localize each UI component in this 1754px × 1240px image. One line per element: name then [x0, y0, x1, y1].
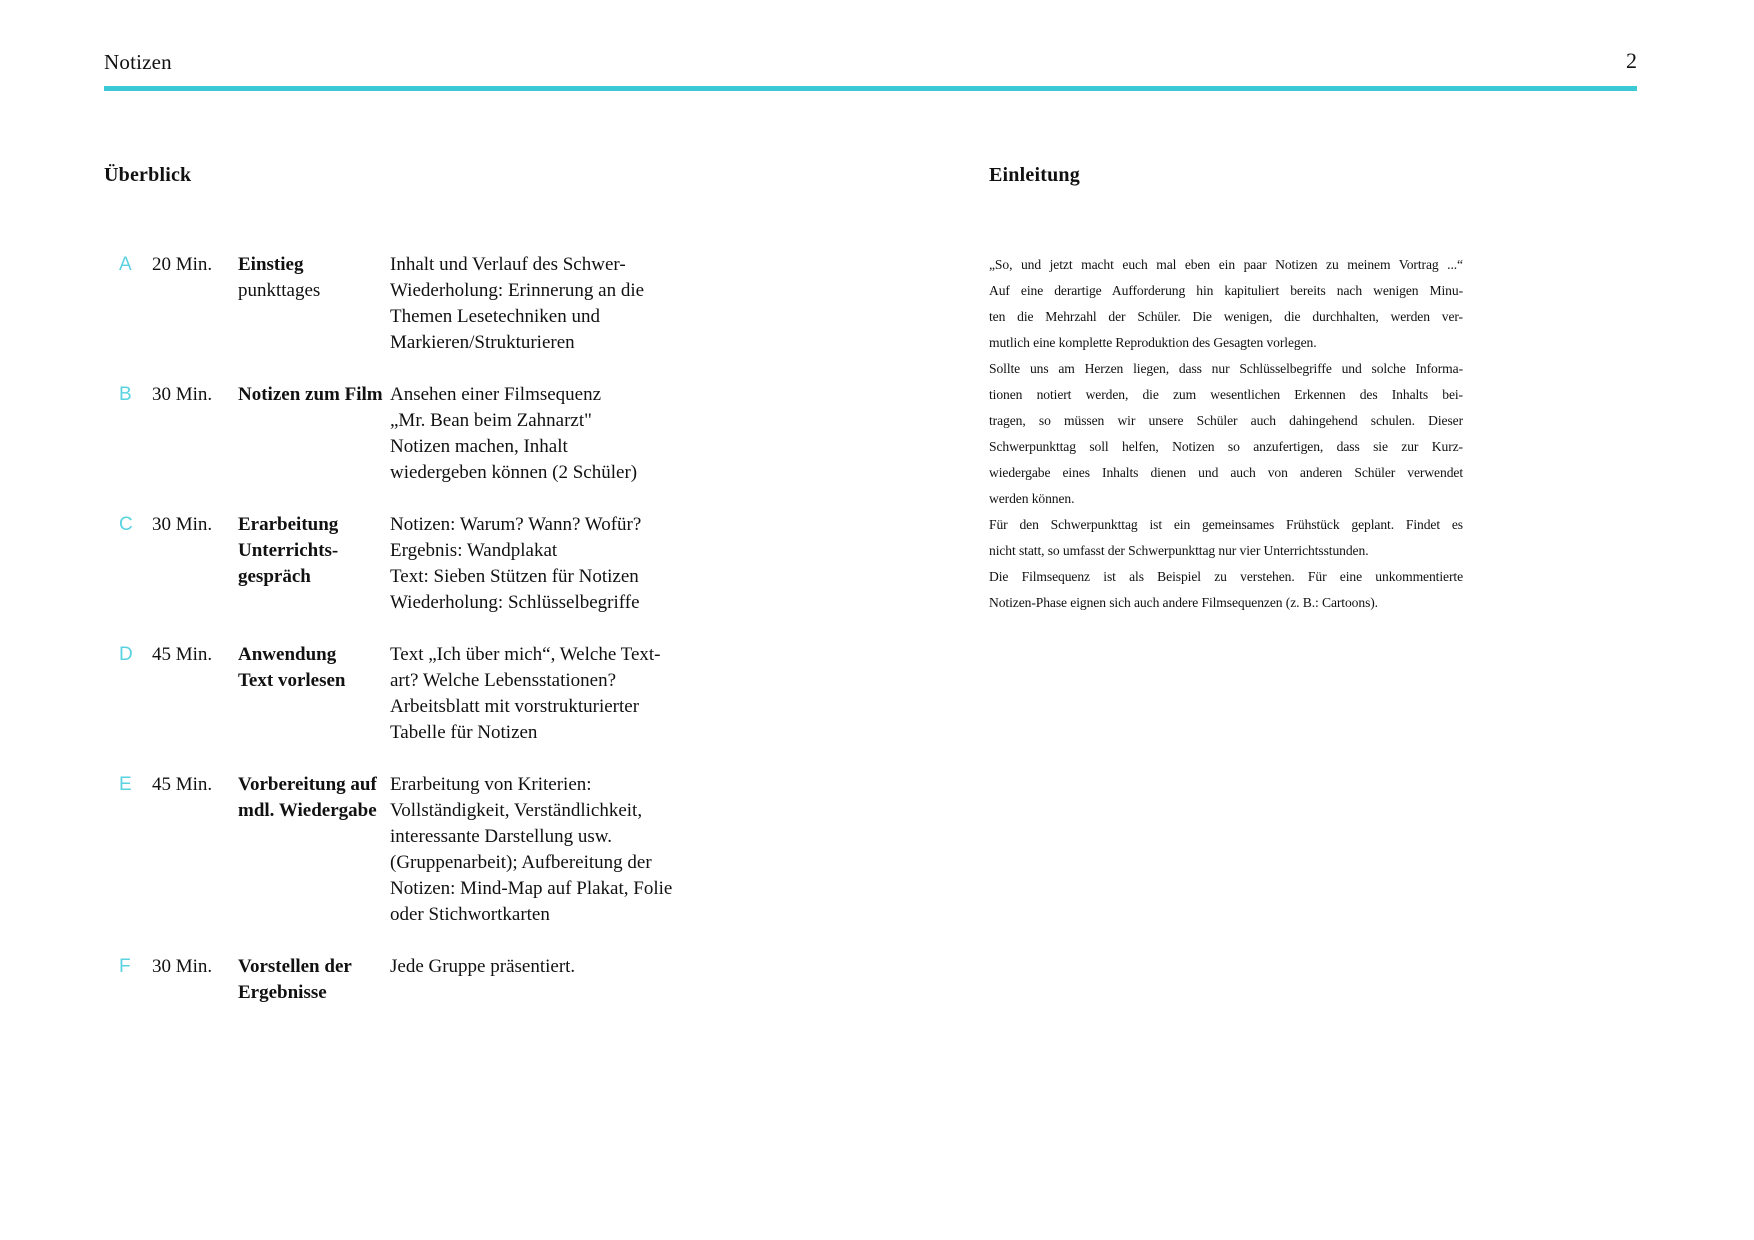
- phase-title-line: Text vorlesen: [238, 670, 346, 691]
- introduction-line: werden können.: [989, 491, 1075, 506]
- phase-title-line: punkttages: [238, 280, 321, 301]
- phase-title-line: Ergebnisse: [238, 982, 327, 1003]
- phase-description-line: Wiederholung: Erinnerung an die: [390, 280, 645, 301]
- phase-letter: F: [119, 956, 131, 977]
- phase-description-line: Notizen machen, Inhalt: [390, 436, 568, 457]
- phase-letter: B: [119, 384, 132, 405]
- phase-title-line: Erarbeitung: [238, 514, 339, 535]
- phase-title-line: Unterrichts-: [238, 540, 339, 561]
- phase-description-line: wiedergeben können (2 Schüler): [390, 462, 638, 483]
- phase-description: [390, 772, 799, 928]
- phase-title-line: Notizen zum Film: [238, 384, 383, 405]
- phase-letter: A: [119, 254, 132, 275]
- introduction-line: ten die Mehrzahl der Schüler. Die wenigen, die durchhalten, werden ver-: [989, 309, 1463, 324]
- phase-title: [238, 252, 390, 356]
- introduction-line: Auf eine derartige Aufforderung hin kapituliert bereits nach wenigen Minu-: [989, 283, 1463, 298]
- introduction-line: Für den Schwerpunkttag ist ein gemeinsames Frühstück geplant. Findet es: [989, 517, 1463, 532]
- phase-description-line: art? Welche Lebensstationen?: [390, 670, 617, 691]
- phase-title: [238, 512, 390, 616]
- introduction-heading: Einleitung: [989, 164, 1080, 186]
- phase-title-line: Vorbereitung auf: [238, 774, 377, 795]
- phase-title-line: gespräch: [238, 566, 311, 587]
- phase-description-line: Vollständigkeit, Verständlichkeit,: [390, 800, 643, 821]
- phase-title-line: Vorstellen der: [238, 956, 352, 977]
- introduction-line: „So, und jetzt macht euch mal eben ein paar Notizen zu meinem Vortrag ...“: [989, 257, 1463, 272]
- phase-duration: 20 Min.: [152, 254, 213, 275]
- phase-letter: D: [119, 644, 133, 665]
- overview-table: [119, 252, 799, 1032]
- phase-letter: C: [119, 514, 133, 535]
- phase-duration: 45 Min.: [152, 774, 213, 795]
- phase-title-line: Einstieg: [238, 254, 304, 275]
- introduction-text: [989, 252, 1463, 616]
- phase-description-line: Themen Lesetechniken und: [390, 306, 600, 327]
- phase-duration: 30 Min.: [152, 384, 213, 405]
- phase-description-line: Jede Gruppe präsentiert.: [390, 956, 576, 977]
- phase-duration: 30 Min.: [152, 514, 213, 535]
- phase-description-line: Inhalt und Verlauf des Schwer-: [390, 254, 626, 275]
- phase-description-line: Text: Sieben Stützen für Notizen: [390, 566, 639, 587]
- phase-description: [390, 382, 799, 486]
- phase-description-line: Text „Ich über mich“, Welche Text-: [390, 644, 661, 665]
- phase-description-line: oder Stichwortkarten: [390, 904, 550, 925]
- page-title: Notizen: [104, 50, 172, 74]
- introduction-line: nicht statt, so umfasst der Schwerpunkttag nur vier Unterrichtsstunden.: [989, 543, 1369, 558]
- introduction-line: Notizen-Phase eignen sich auch andere Filmsequenzen (z. B.: Cartoons).: [989, 595, 1378, 610]
- phase-description-line: Arbeitsblatt mit vorstrukturierter: [390, 696, 640, 717]
- phase-description-line: Notizen: Warum? Wann? Wofür?: [390, 514, 642, 535]
- phase-description-line: Erarbeitung von Kriterien:: [390, 774, 592, 795]
- phase-description: [390, 252, 799, 356]
- phase-description-line: Tabelle für Notizen: [390, 722, 538, 743]
- page-number: 2: [1626, 48, 1637, 73]
- overview-heading: Überblick: [104, 164, 192, 186]
- phase-description-line: (Gruppenarbeit); Aufbereitung der: [390, 852, 652, 873]
- overview-row-A: [119, 252, 799, 356]
- phase-description-line: interessante Darstellung usw.: [390, 826, 612, 847]
- phase-title: [238, 772, 390, 928]
- header-rule: [104, 86, 1637, 91]
- introduction-line: Die Filmsequenz ist als Beispiel zu verstehen. Für eine unkommentierte: [989, 569, 1463, 584]
- phase-description-line: Notizen: Mind-Map auf Plakat, Folie: [390, 878, 673, 899]
- phase-description: [390, 512, 799, 616]
- phase-description-line: Wiederholung: Schlüsselbegriffe: [390, 592, 640, 613]
- introduction-line: wiedergabe eines Inhalts dienen und auch von anderen Schüler verwendet: [989, 465, 1463, 480]
- phase-duration: 45 Min.: [152, 644, 213, 665]
- phase-title: [238, 954, 390, 1006]
- overview-row-C: [119, 512, 799, 616]
- phase-letter: E: [119, 774, 132, 795]
- overview-row-E: [119, 772, 799, 928]
- phase-title: [238, 382, 390, 486]
- overview-row-D: [119, 642, 799, 746]
- introduction-line: tionen notiert werden, die zum wesentlichen Erkennen des Inhalts bei-: [989, 387, 1463, 402]
- introduction-line: tragen, so müssen wir unsere Schüler auch dahingehend schulen. Dieser: [989, 413, 1463, 428]
- page-header: [104, 50, 1637, 80]
- phase-description-line: Markieren/Strukturieren: [390, 332, 575, 353]
- phase-description: [390, 642, 799, 746]
- overview-row-F: [119, 954, 799, 1006]
- introduction-line: Schwerpunkttag soll helfen, Notizen so anzufertigen, dass sie zur Kurz-: [989, 439, 1463, 454]
- overview-row-B: [119, 382, 799, 486]
- introduction-line: Sollte uns am Herzen liegen, dass nur Schlüsselbegriffe und solche Informa-: [989, 361, 1463, 376]
- phase-title-line: mdl. Wiedergabe: [238, 800, 377, 821]
- introduction-line: mutlich eine komplette Reproduktion des Gesagten vorlegen.: [989, 335, 1317, 350]
- phase-title: [238, 642, 390, 746]
- phase-title-line: Anwendung: [238, 644, 337, 665]
- phase-description: [390, 954, 799, 1006]
- phase-description-line: „Mr. Bean beim Zahnarzt": [390, 410, 592, 431]
- phase-duration: 30 Min.: [152, 956, 213, 977]
- phase-description-line: Ansehen einer Filmsequenz: [390, 384, 602, 405]
- phase-description-line: Ergebnis: Wandplakat: [390, 540, 558, 561]
